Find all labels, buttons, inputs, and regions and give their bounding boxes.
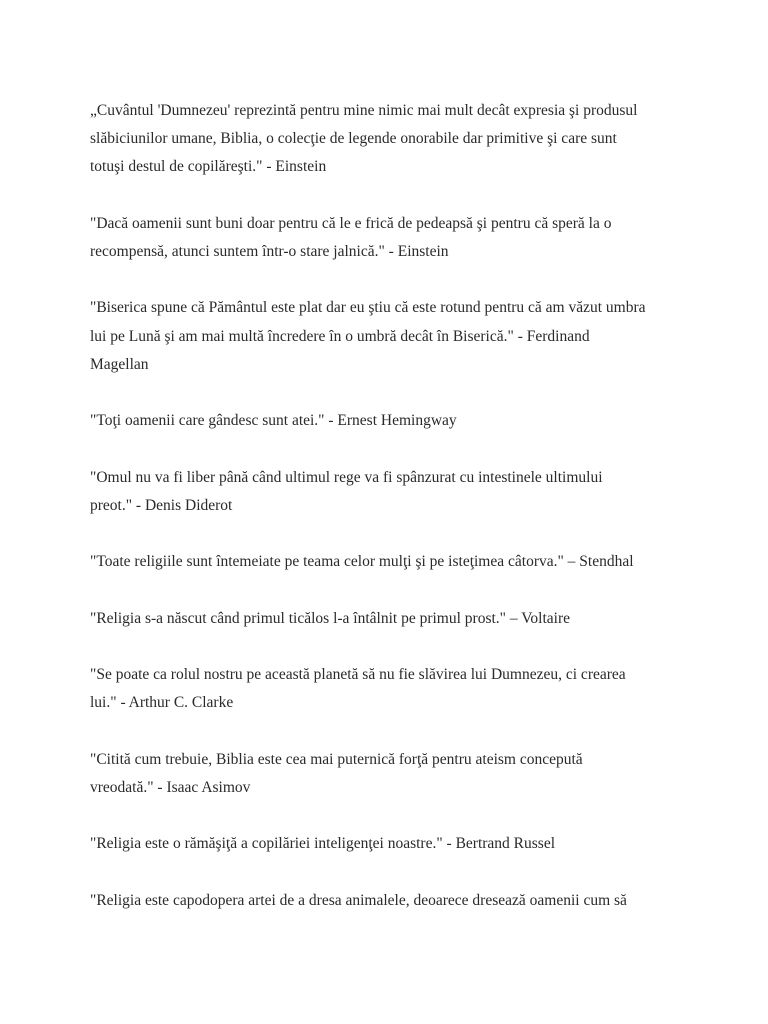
document-page — [90, 97, 700, 943]
quote-hemingway: "Toţi oamenii care gândesc sunt atei." - Ernest Hemingway — [90, 412, 457, 430]
quote-clarke: "Se poate ca rolul nostru pe această planetă să nu fie slăvirea lui Dumnezeu, ci crearea lui." - Arthur C. Clarke — [90, 665, 626, 712]
quote-magellan: "Biserica spune că Pământul este plat dar eu ştiu că este rotund pentru că am văzut umbra lui pe Lună şi am mai multă încredere în o umbră decât în Biserică." - Ferdinand Magellan — [90, 299, 646, 373]
quote-voltaire: "Religia s-a născut când primul ticălos l-a întâlnit pe primul prost." – Voltaire — [90, 609, 570, 627]
quote-diderot: "Omul nu va fi liber până când ultimul rege va fi spânzurat cu intestinele ultimului preot." - Denis Diderot — [90, 468, 603, 514]
quote-truncated: "Religia este capodopera artei de a dresa animalele, deoarece dresează oamenii cum să — [90, 891, 627, 909]
quote-einstein-1: „Cuvântul 'Dumnezeu' reprezintă pentru mine nimic mai mult decât expresia şi produsul slăbiciunilor umane, Biblia, o colecţie de legende onorabile dar primitive şi care sunt totuşi destul de copilăreşti." - Einstein — [90, 102, 638, 176]
quote-russel: "Religia este o rămăşiţă a copilăriei inteligenţei noastre." - Bertrand Russel — [90, 835, 556, 853]
quote-einstein-2: "Dacă oamenii sunt buni doar pentru că le e frică de pedeapsă şi pentru că speră la o recompensă, atunci suntem într-o stare jalnică." - Einstein — [90, 214, 612, 260]
quote-asimov: "Citită cum trebuie, Biblia este cea mai puternică forţă pentru ateism concepută vreodată." - Isaac Asimov — [90, 750, 583, 796]
quote-stendhal: "Toate religiile sunt întemeiate pe teama celor mulţi şi pe isteţimea câtorva." – Stendhal — [90, 553, 634, 571]
